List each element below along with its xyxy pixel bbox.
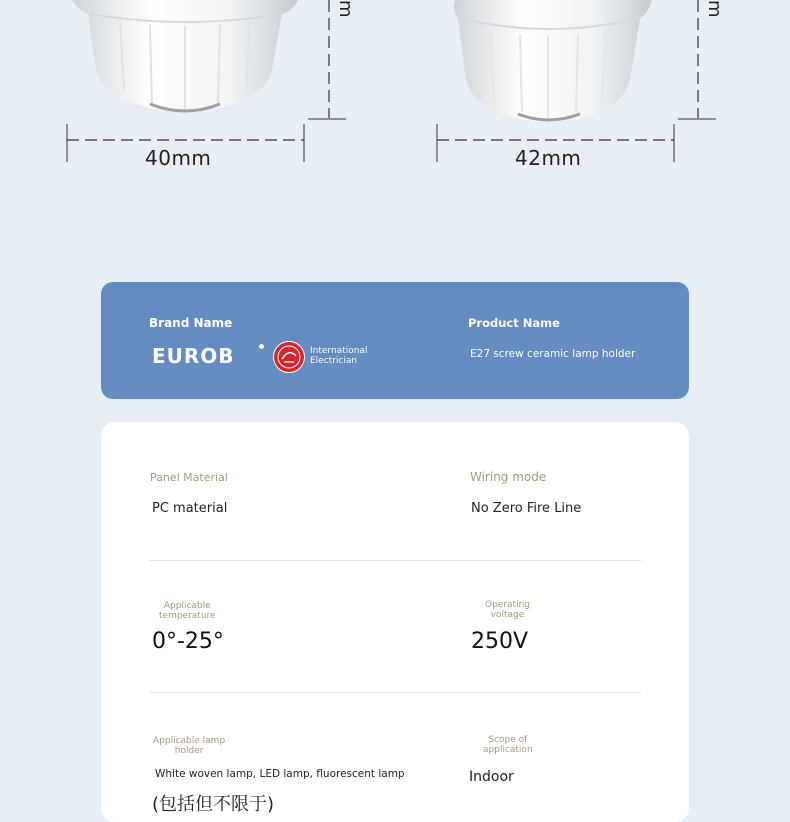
product-name-value: E27 screw ceramic lamp holder [470, 348, 636, 360]
scope-value: Indoor [469, 769, 514, 785]
seal-caption-line1: International [310, 346, 368, 356]
right-height-label: m [704, 0, 725, 18]
seal-caption [310, 346, 367, 366]
temperature-label-line1: Applicable [163, 601, 211, 611]
seal-caption-line2: Electrician [310, 356, 358, 366]
scope-label [483, 735, 533, 755]
spec-divider-2 [149, 692, 641, 693]
lamp-holder-label-line2: holder [174, 746, 204, 756]
right-width-label: 42mm [515, 146, 582, 170]
spec-divider-1 [149, 560, 641, 561]
wiring-mode-value: No Zero Fire Line [471, 501, 582, 516]
product-name-label: Product Name [468, 316, 560, 330]
left-width-label: 40mm [145, 146, 212, 170]
wiring-mode-label: Wiring mode [470, 470, 547, 484]
left-height-label: m [335, 0, 356, 18]
lamp-holder-label [153, 736, 225, 756]
left-lamp-holder-image [72, 0, 298, 112]
temperature-value: 0°-25° [152, 629, 224, 654]
panel-material-value: PC material [152, 501, 228, 516]
international-electrician-seal-icon [273, 341, 305, 373]
dimension-drawing [0, 0, 790, 260]
lamp-holder-label-line1: Applicable lamp [153, 736, 226, 746]
eurob-logo: EUROB [152, 344, 235, 368]
voltage-label-line2: voltage [490, 610, 525, 620]
lamp-holder-value: White woven lamp, LED lamp, fluorescent lamp [155, 768, 405, 780]
panel-material-label: Panel Material [150, 471, 228, 484]
voltage-label [485, 600, 530, 620]
temperature-label [159, 601, 216, 621]
scope-label-line1: Scope of [488, 735, 528, 745]
right-lamp-holder-image [454, 0, 652, 122]
brand-name-label: Brand Name [149, 316, 233, 330]
voltage-label-line1: Operating [485, 600, 530, 610]
temperature-label-line2: temperature [159, 611, 216, 621]
product-dimension-photos [0, 0, 790, 260]
lamp-holder-value-line2: (包括但不限于) [152, 794, 275, 815]
specifications-card [101, 422, 689, 822]
scope-label-line2: application [483, 745, 533, 755]
voltage-value: 250V [471, 629, 529, 654]
brand-info-card [101, 282, 689, 399]
logo-separator-dot [259, 344, 264, 349]
